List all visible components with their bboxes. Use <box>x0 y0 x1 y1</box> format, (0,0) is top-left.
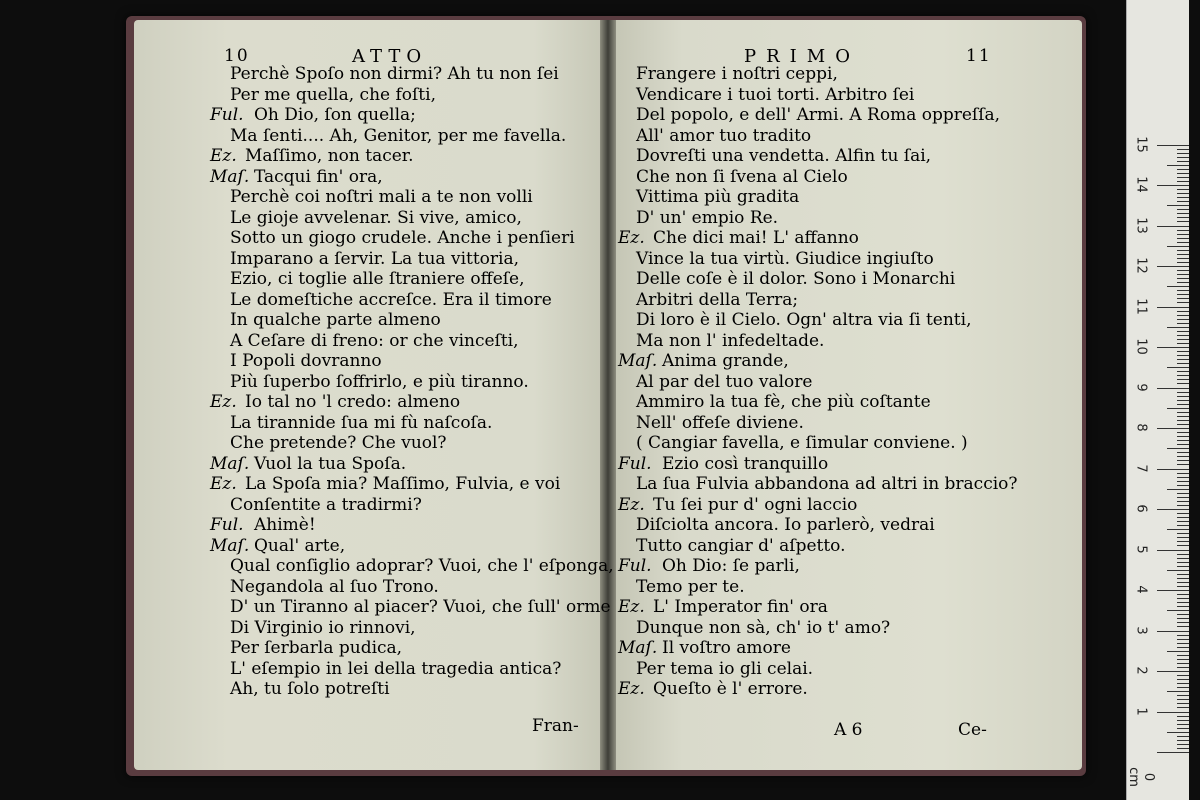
verse-line: Perchè Spoſo non dirmi? Ah tu non ſei <box>230 64 559 84</box>
ruler-tick <box>1177 197 1189 198</box>
ruler-tick <box>1177 412 1189 413</box>
ruler-tick <box>1177 622 1189 623</box>
ruler-tick <box>1157 509 1189 510</box>
ruler-tick <box>1177 635 1189 636</box>
verse-line: Temo per te. <box>636 576 745 597</box>
ruler-tick <box>1177 355 1189 356</box>
ruler-tick <box>1157 712 1189 713</box>
ruler-tick <box>1167 691 1189 692</box>
ruler-tick <box>1177 440 1189 441</box>
ruler-tick <box>1177 679 1189 680</box>
ruler-tick <box>1177 736 1189 737</box>
verse-line: Sotto un giogo crudele. Anche i penſieri <box>230 228 575 248</box>
verse-line: Al par del tuo valore <box>636 371 813 392</box>
ruler-tick <box>1177 331 1189 332</box>
ruler-tick <box>1177 339 1189 340</box>
verse-line: D' un' empio Re. <box>636 207 779 228</box>
ruler-tick <box>1167 367 1189 368</box>
ruler-tick <box>1177 485 1189 486</box>
speaker-label: Ez. <box>618 228 645 248</box>
ruler-tick <box>1177 460 1189 461</box>
ruler-tick <box>1177 744 1189 745</box>
left-running-header: ATTO <box>352 46 428 67</box>
ruler-tick <box>1157 266 1189 267</box>
speaker-label: Ez. <box>618 679 645 699</box>
ruler-tick <box>1177 238 1189 239</box>
verse-line: L' eſempio in lei della tragedia antica? <box>230 658 562 679</box>
ruler-tick <box>1177 626 1189 627</box>
verse-line: Perchè coi noſtri mali a te non volli <box>230 187 533 207</box>
ruler-tick <box>1177 667 1189 668</box>
right-signature-mark: A 6 <box>834 720 863 740</box>
ruler-tick <box>1177 217 1189 218</box>
ruler-tick <box>1177 343 1189 344</box>
verse-line: Ammiro la tua fè, che più coſtante <box>636 392 931 412</box>
ruler-tick <box>1167 732 1189 733</box>
ruler-tick <box>1157 631 1189 632</box>
verse-line: A Ceſare di freno: or che vinceſti, <box>230 330 519 351</box>
ruler-number: 13 <box>1133 216 1149 234</box>
ruler-tick <box>1157 347 1189 348</box>
ruler-number: 14 <box>1133 176 1149 193</box>
ruler-tick <box>1177 270 1189 271</box>
ruler-tick <box>1157 590 1189 591</box>
ruler-tick <box>1177 359 1189 360</box>
speaker-label: Maſ. <box>210 166 250 187</box>
ruler-tick <box>1177 396 1189 397</box>
verse-line: I Popoli dovranno <box>230 351 382 371</box>
speaker-label: Ez. <box>618 597 645 617</box>
ruler-tick <box>1177 379 1189 380</box>
ruler-tick <box>1177 707 1189 708</box>
ruler-tick <box>1177 254 1189 255</box>
ruler-tick <box>1177 606 1189 607</box>
ruler-number: 6 <box>1133 504 1149 513</box>
ruler-tick <box>1177 302 1189 303</box>
ruler-number: 8 <box>1133 423 1149 432</box>
verse-line: Vittima più gradita <box>636 187 800 207</box>
ruler-tick <box>1177 740 1189 741</box>
verse-line: Ezio così tranquillo <box>662 453 829 474</box>
verse-line: Il voſtro amore <box>662 638 791 658</box>
ruler-tick <box>1177 294 1189 295</box>
ruler-tick <box>1177 392 1189 393</box>
verse-line: Qual' arte, <box>254 535 346 556</box>
ruler-tick <box>1177 400 1189 401</box>
ruler-tick <box>1167 408 1189 409</box>
book-gutter <box>600 20 616 770</box>
verse-line: Vendicare i tuoi torti. Arbitro ſei <box>636 84 915 105</box>
verse-line: Le domeſtiche accreſce. Era il timore <box>230 289 552 310</box>
speaker-label: Ez. <box>210 392 237 412</box>
verse-line: In qualche parte almeno <box>230 310 441 330</box>
verse-line: Tutto cangiar d' aſpetto. <box>636 535 846 556</box>
ruler-tick <box>1177 193 1189 194</box>
ruler-tick <box>1177 594 1189 595</box>
ruler-tick <box>1177 274 1189 275</box>
verse-line: Ahimè! <box>254 515 316 535</box>
ruler-tick <box>1177 533 1189 534</box>
ruler-tick <box>1177 213 1189 214</box>
speaker-label: Ful. <box>618 453 652 474</box>
ruler-tick <box>1177 493 1189 494</box>
verse-line: Di Virginio io rinnovi, <box>230 617 416 638</box>
speaker-label: Ful. <box>210 515 244 535</box>
speaker-label: Ful. <box>618 556 652 576</box>
ruler-tick <box>1177 525 1189 526</box>
verse-line: Ma ſenti.... Ah, Genitor, per me favella. <box>230 125 567 146</box>
ruler-number: 15 <box>1133 135 1149 153</box>
ruler-tick <box>1157 388 1189 389</box>
verse-line: Che non ſi ſvena al Cielo <box>636 166 848 187</box>
ruler-tick <box>1177 724 1189 725</box>
verse-line: Di loro è il Cielo. Ogn' altra via ſi tenti, <box>636 310 972 330</box>
ruler-tick <box>1167 529 1189 530</box>
speaker-label: Maſ. <box>618 351 658 371</box>
ruler-tick <box>1167 610 1189 611</box>
speaker-label: Ez. <box>210 146 237 166</box>
ruler-tick <box>1167 286 1189 287</box>
ruler-tick <box>1177 452 1189 453</box>
ruler-tick <box>1177 363 1189 364</box>
speaker-label: Ez. <box>618 494 645 515</box>
ruler-tick <box>1177 189 1189 190</box>
ruler-tick <box>1177 687 1189 688</box>
verse-line: La Spoſa mia? Maſſimo, Fulvia, e voi <box>245 474 561 494</box>
ruler-tick <box>1177 748 1189 749</box>
ruler-tick <box>1177 720 1189 721</box>
ruler-tick <box>1157 469 1189 470</box>
ruler-tick <box>1177 578 1189 579</box>
ruler-tick <box>1177 586 1189 587</box>
ruler-tick <box>1177 173 1189 174</box>
ruler-tick <box>1177 157 1189 158</box>
ruler-tick <box>1157 307 1189 308</box>
ruler-tick <box>1167 570 1189 571</box>
verse-line: Oh Dio: ſe parli, <box>662 556 800 576</box>
verse-line: Oh Dio, ſon quella; <box>254 105 416 125</box>
ruler-tick <box>1177 169 1189 170</box>
verse-line: Tacqui fin' ora, <box>254 166 383 187</box>
verse-line: Che pretende? Che vuol? <box>230 433 447 453</box>
ruler-tick <box>1177 716 1189 717</box>
ruler-tick <box>1157 428 1189 429</box>
verse-line: Ezio, ci toglie alle ſtraniere offeſe, <box>230 269 525 289</box>
right-running-header: PRIMO <box>744 46 860 67</box>
ruler-tick <box>1177 432 1189 433</box>
ruler-tick <box>1177 456 1189 457</box>
ruler-number: 4 <box>1133 585 1149 594</box>
speaker-label: Maſ. <box>618 638 658 658</box>
verse-line: Maſſimo, non tacer. <box>245 146 414 166</box>
ruler-tick <box>1177 501 1189 502</box>
ruler-tick <box>1157 226 1189 227</box>
verse-line: Conſentite a tradirmi? <box>230 494 422 515</box>
ruler-tick <box>1177 177 1189 178</box>
measuring-ruler <box>1126 0 1189 800</box>
verse-line: Imparano a ſervir. La tua vittoria, <box>230 248 520 269</box>
ruler-tick <box>1177 618 1189 619</box>
verse-line: Frangere i noſtri ceppi, <box>636 64 838 84</box>
verse-line: La ſua Fulvia abbandona ad altri in braccio? <box>636 474 1018 494</box>
right-catchword: Ce- <box>958 720 987 740</box>
ruler-tick <box>1177 574 1189 575</box>
ruler-tick <box>1177 420 1189 421</box>
verse-line: Dovreſti una vendetta. Alfin tu ſai, <box>636 146 932 166</box>
ruler-tick <box>1177 477 1189 478</box>
ruler-tick <box>1167 327 1189 328</box>
ruler-tick <box>1157 550 1189 551</box>
ruler-tick <box>1177 554 1189 555</box>
verse-line: La tirannide ſua mi fù naſcoſa. <box>230 412 493 433</box>
ruler-tick <box>1177 298 1189 299</box>
ruler-tick <box>1177 234 1189 235</box>
ruler-tick <box>1177 262 1189 263</box>
ruler-tick <box>1177 230 1189 231</box>
ruler-number: 12 <box>1133 257 1149 274</box>
ruler-number: 1 <box>1133 706 1149 716</box>
ruler-tick <box>1157 752 1189 753</box>
ruler-number: 2 <box>1133 666 1149 675</box>
ruler-number: 10 <box>1133 338 1149 355</box>
ruler-tick <box>1177 545 1189 546</box>
ruler-tick <box>1177 464 1189 465</box>
ruler-tick <box>1177 161 1189 162</box>
verse-line: Anima grande, <box>662 351 789 371</box>
ruler-tick <box>1177 335 1189 336</box>
verse-line: Per ſerbarla pudica, <box>230 638 403 658</box>
ruler-tick <box>1177 209 1189 210</box>
ruler-tick <box>1177 541 1189 542</box>
ruler-tick <box>1177 221 1189 222</box>
ruler-tick <box>1167 165 1189 166</box>
ruler-tick <box>1177 444 1189 445</box>
ruler-tick <box>1177 695 1189 696</box>
verse-line: Delle coſe è il dolor. Sono i Monarchi <box>636 269 956 289</box>
left-catchword: Fran- <box>532 716 579 736</box>
right-page-number: 11 <box>966 46 992 66</box>
speaker-label: Ful. <box>210 105 244 125</box>
verse-line: Arbitri della Terra; <box>636 289 799 310</box>
verse-line: Negandola al ſuo Trono. <box>230 576 439 597</box>
verse-line: Che dici mai! L' affanno <box>653 228 859 248</box>
ruler-tick <box>1177 250 1189 251</box>
verse-line: Vuol la tua Spoſa. <box>254 453 407 474</box>
ruler-tick <box>1177 311 1189 312</box>
ruler-tick <box>1177 614 1189 615</box>
ruler-tick <box>1177 497 1189 498</box>
ruler-tick <box>1177 655 1189 656</box>
ruler-tick <box>1177 517 1189 518</box>
verse-line: Queſto è l' errore. <box>653 679 808 699</box>
ruler-number: 3 <box>1133 625 1149 635</box>
ruler-tick <box>1177 663 1189 664</box>
ruler-tick <box>1177 383 1189 384</box>
ruler-tick <box>1177 537 1189 538</box>
ruler-tick <box>1167 205 1189 206</box>
ruler-tick <box>1177 683 1189 684</box>
ruler-tick <box>1177 181 1189 182</box>
verse-line: Dunque non sà, ch' io t' amo? <box>636 617 891 638</box>
verse-line: Del popolo, e dell' Armi. A Roma oppreſſa, <box>636 105 1001 125</box>
ruler-tick <box>1177 153 1189 154</box>
verse-line: Ma non l' infedeltade. <box>636 330 825 351</box>
ruler-tick <box>1177 242 1189 243</box>
ruler-tick <box>1157 145 1189 146</box>
ruler-tick <box>1177 375 1189 376</box>
verse-line: Diſciolta ancora. Io parlerò, vedrai <box>636 515 935 535</box>
ruler-tick <box>1167 246 1189 247</box>
verse-line: D' un Tiranno al piacer? Vuoi, che ſull' orme <box>230 597 611 617</box>
verse-line: L' Imperator fin' ora <box>653 597 828 617</box>
ruler-tick <box>1177 315 1189 316</box>
ruler-tick <box>1177 351 1189 352</box>
ruler-tick <box>1177 290 1189 291</box>
ruler-tick <box>1177 675 1189 676</box>
ruler-tick <box>1167 489 1189 490</box>
ruler-number: 9 <box>1133 382 1149 392</box>
ruler-tick <box>1177 282 1189 283</box>
ruler-tick <box>1177 201 1189 202</box>
ruler-tick <box>1177 513 1189 514</box>
verse-line: Nell' offeſe diviene. <box>636 412 804 433</box>
verse-line: Per tema io gli celai. <box>636 658 814 679</box>
ruler-tick <box>1157 671 1189 672</box>
ruler-tick <box>1177 319 1189 320</box>
ruler-tick <box>1177 643 1189 644</box>
speaker-label: Ez. <box>210 474 237 494</box>
ruler-tick <box>1177 505 1189 506</box>
ruler-tick <box>1177 416 1189 417</box>
ruler-tick <box>1177 566 1189 567</box>
ruler-tick <box>1177 521 1189 522</box>
ruler-tick <box>1177 699 1189 700</box>
ruler-tick <box>1177 703 1189 704</box>
ruler-tick <box>1167 448 1189 449</box>
ruler-tick <box>1177 258 1189 259</box>
ruler-tick <box>1177 602 1189 603</box>
ruler-number: 5 <box>1133 544 1149 554</box>
ruler-tick <box>1177 728 1189 729</box>
ruler-tick <box>1177 436 1189 437</box>
ruler-number: 7 <box>1133 463 1149 473</box>
ruler-tick <box>1177 558 1189 559</box>
ruler-tick <box>1177 647 1189 648</box>
ruler-number: 11 <box>1133 297 1149 315</box>
verse-line: ( Cangiar favella, e ſimular conviene. ) <box>636 433 968 453</box>
ruler-tick <box>1177 424 1189 425</box>
verse-line: Qual conſiglio adoprar? Vuoi, che l' eſponga, <box>230 556 614 576</box>
ruler-tick <box>1177 278 1189 279</box>
verse-line: Io tal no 'l credo: almeno <box>245 392 461 412</box>
ruler-tick <box>1157 185 1189 186</box>
verse-line: Tu ſei pur d' ogni laccio <box>653 494 858 515</box>
ruler-tick <box>1177 404 1189 405</box>
verse-line: Le gioje avvelenar. Si vive, amico, <box>230 207 522 228</box>
ruler-tick <box>1177 582 1189 583</box>
ruler-tick <box>1167 651 1189 652</box>
ruler-tick <box>1177 149 1189 150</box>
verse-line: Più ſuperbo ſoffrirlo, e più tiranno. <box>230 371 529 392</box>
ruler-tick <box>1177 323 1189 324</box>
left-page-number: 10 <box>224 46 250 66</box>
ruler-tick <box>1177 371 1189 372</box>
speaker-label: Maſ. <box>210 535 250 556</box>
verse-line: All' amor tuo tradito <box>636 125 812 146</box>
ruler-tick <box>1177 598 1189 599</box>
ruler-tick <box>1177 473 1189 474</box>
speaker-label: Maſ. <box>210 453 250 474</box>
ruler-tick <box>1177 639 1189 640</box>
ruler-tick <box>1177 659 1189 660</box>
ruler-tick <box>1177 481 1189 482</box>
verse-line: Vince la tua virtù. Giudice ingiuſto <box>636 248 934 269</box>
ruler-tick <box>1177 562 1189 563</box>
ruler-unit-label: 0 cm <box>1126 767 1156 787</box>
verse-line: Ah, tu ſolo potreſti <box>230 679 390 699</box>
verse-line: Per me quella, che foſti, <box>230 84 436 105</box>
